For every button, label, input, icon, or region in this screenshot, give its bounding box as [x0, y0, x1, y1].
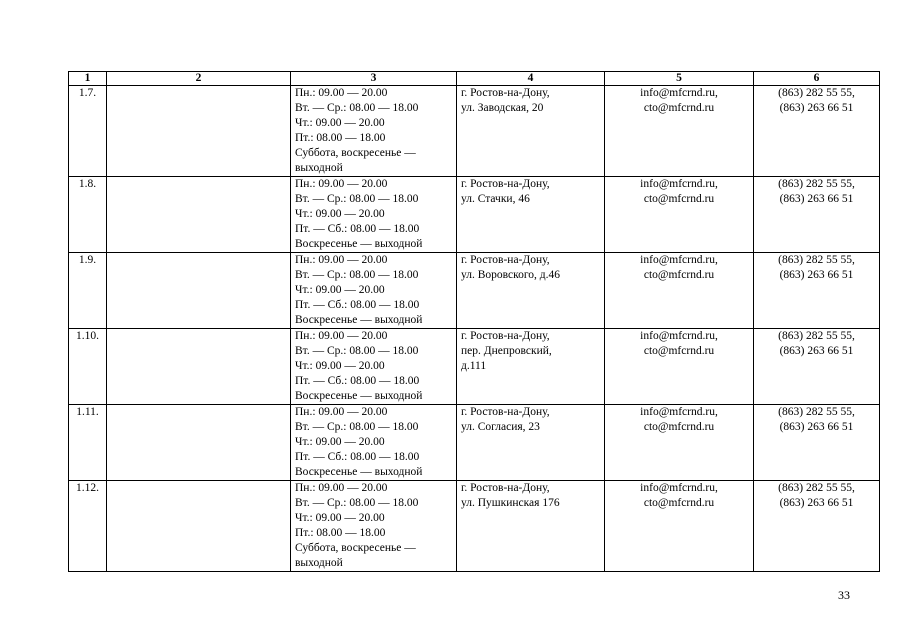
address-cell [457, 253, 605, 329]
hours-line: Пн.: 09.00 — 20.00 [295, 254, 388, 266]
table-row [69, 481, 880, 572]
address-cell [457, 177, 605, 253]
phone-cell [754, 177, 880, 253]
hours-line: Вт. — Ср.: 08.00 — 18.00 [295, 102, 419, 114]
hours-line: Чт.: 09.00 — 20.00 [295, 117, 385, 129]
hours-line: Воскресенье — выходной [295, 238, 423, 250]
address-line: г. Ростов-на-Дону, [461, 178, 550, 190]
office-name-cell [107, 481, 291, 572]
hours-line: Вт. — Ср.: 08.00 — 18.00 [295, 421, 419, 433]
row-number-cell: 1.12. [69, 481, 107, 572]
address-line: г. Ростов-на-Дону, [461, 87, 550, 99]
hours-line: Чт.: 09.00 — 20.00 [295, 360, 385, 372]
row-number-cell: 1.9. [69, 253, 107, 329]
header-row [69, 72, 880, 86]
phone-line: (863) 263 66 51 [779, 102, 854, 114]
email-line: info@mfcrnd.ru, [640, 406, 718, 418]
address-cell [457, 329, 605, 405]
address-cell [457, 86, 605, 177]
hours-line: Пн.: 09.00 — 20.00 [295, 482, 388, 494]
email-line: info@mfcrnd.ru, [640, 254, 718, 266]
address-cell [457, 405, 605, 481]
address-line: г. Ростов-на-Дону, [461, 406, 550, 418]
hours-line: Чт.: 09.00 — 20.00 [295, 512, 385, 524]
col-header-1: 1 [69, 72, 107, 86]
hours-line: Воскресенье — выходной [295, 466, 423, 478]
office-name-cell [107, 405, 291, 481]
phone-line: (863) 282 55 55, [778, 254, 855, 266]
address-line: ул. Воровского, д.46 [461, 269, 561, 281]
phone-line: (863) 282 55 55, [778, 330, 855, 342]
phone-line: (863) 263 66 51 [779, 497, 854, 509]
hours-line: Пт.: 08.00 — 18.00 [295, 527, 386, 539]
hours-line: Пн.: 09.00 — 20.00 [295, 178, 388, 190]
phone-cell [754, 253, 880, 329]
address-line: д.111 [461, 360, 487, 372]
email-cell [605, 405, 754, 481]
email-line: info@mfcrnd.ru, [640, 482, 718, 494]
address-line: ул. Стачки, 46 [461, 193, 530, 205]
working-hours-cell [291, 86, 457, 177]
office-name-cell [107, 329, 291, 405]
table-row [69, 405, 880, 481]
phone-cell [754, 329, 880, 405]
email-cell [605, 481, 754, 572]
phone-line: (863) 263 66 51 [779, 193, 854, 205]
working-hours-cell [291, 481, 457, 572]
hours-line: Вт. — Ср.: 08.00 — 18.00 [295, 345, 419, 357]
email-line: info@mfcrnd.ru, [640, 178, 718, 190]
email-cell [605, 86, 754, 177]
hours-line: Суббота, воскресенье — [295, 147, 416, 159]
hours-line: Чт.: 09.00 — 20.00 [295, 284, 385, 296]
table-row [69, 86, 880, 177]
email-line: cto@mfcrnd.ru [643, 269, 715, 281]
row-number-cell: 1.10. [69, 329, 107, 405]
hours-line: Пн.: 09.00 — 20.00 [295, 87, 388, 99]
phone-line: (863) 282 55 55, [778, 178, 855, 190]
col-header-5: 5 [605, 72, 754, 86]
address-cell [457, 481, 605, 572]
row-number-cell: 1.8. [69, 177, 107, 253]
email-line: cto@mfcrnd.ru [643, 497, 715, 509]
hours-line: Пт. — Сб.: 08.00 — 18.00 [295, 299, 420, 311]
address-line: пер. Днепровский, [461, 345, 552, 357]
phone-line: (863) 263 66 51 [779, 345, 854, 357]
email-cell [605, 253, 754, 329]
address-line: ул. Согласия, 23 [461, 421, 540, 433]
email-cell [605, 329, 754, 405]
working-hours-cell [291, 177, 457, 253]
address-line: г. Ростов-на-Дону, [461, 482, 550, 494]
col-header-3: 3 [291, 72, 457, 86]
address-line: ул. Пушкинская 176 [461, 497, 560, 509]
phone-cell [754, 481, 880, 572]
hours-line: выходной [295, 162, 343, 174]
hours-line: Пт. — Сб.: 08.00 — 18.00 [295, 451, 420, 463]
address-line: г. Ростов-на-Дону, [461, 254, 550, 266]
hours-line: Суббота, воскресенье — [295, 542, 416, 554]
office-name-cell [107, 253, 291, 329]
hours-line: Вт. — Ср.: 08.00 — 18.00 [295, 497, 419, 509]
phone-cell [754, 405, 880, 481]
email-line: info@mfcrnd.ru, [640, 330, 718, 342]
email-line: cto@mfcrnd.ru [643, 345, 715, 357]
phone-line: (863) 282 55 55, [778, 87, 855, 99]
hours-line: Пн.: 09.00 — 20.00 [295, 330, 388, 342]
col-header-6: 6 [754, 72, 880, 86]
working-hours-cell [291, 405, 457, 481]
phone-cell [754, 86, 880, 177]
email-line: cto@mfcrnd.ru [643, 421, 715, 433]
hours-line: выходной [295, 557, 343, 569]
table-row [69, 177, 880, 253]
hours-line: Пн.: 09.00 — 20.00 [295, 406, 388, 418]
hours-line: Чт.: 09.00 — 20.00 [295, 208, 385, 220]
office-name-cell [107, 177, 291, 253]
hours-line: Пт. — Сб.: 08.00 — 18.00 [295, 375, 420, 387]
hours-line: Воскресенье — выходной [295, 314, 423, 326]
hours-line: Пт. — Сб.: 08.00 — 18.00 [295, 223, 420, 235]
page-number: 33 [838, 588, 850, 602]
email-cell [605, 177, 754, 253]
email-line: info@mfcrnd.ru, [640, 87, 718, 99]
working-hours-cell [291, 253, 457, 329]
hours-line: Вт. — Ср.: 08.00 — 18.00 [295, 193, 419, 205]
row-number-cell: 1.7. [69, 86, 107, 177]
offices-table [68, 71, 880, 572]
table-row [69, 253, 880, 329]
address-line: г. Ростов-на-Дону, [461, 330, 550, 342]
col-header-4: 4 [457, 72, 605, 86]
hours-line: Чт.: 09.00 — 20.00 [295, 436, 385, 448]
phone-line: (863) 263 66 51 [779, 269, 854, 281]
address-line: ул. Заводская, 20 [461, 102, 544, 114]
hours-line: Вт. — Ср.: 08.00 — 18.00 [295, 269, 419, 281]
phone-line: (863) 263 66 51 [779, 421, 854, 433]
table-row [69, 329, 880, 405]
phone-line: (863) 282 55 55, [778, 482, 855, 494]
hours-line: Пт.: 08.00 — 18.00 [295, 132, 386, 144]
working-hours-cell [291, 329, 457, 405]
email-line: cto@mfcrnd.ru [643, 102, 715, 114]
hours-line: Воскресенье — выходной [295, 390, 423, 402]
row-number-cell: 1.11. [69, 405, 107, 481]
email-line: cto@mfcrnd.ru [643, 193, 715, 205]
phone-line: (863) 282 55 55, [778, 406, 855, 418]
office-name-cell [107, 86, 291, 177]
col-header-2: 2 [107, 72, 291, 86]
